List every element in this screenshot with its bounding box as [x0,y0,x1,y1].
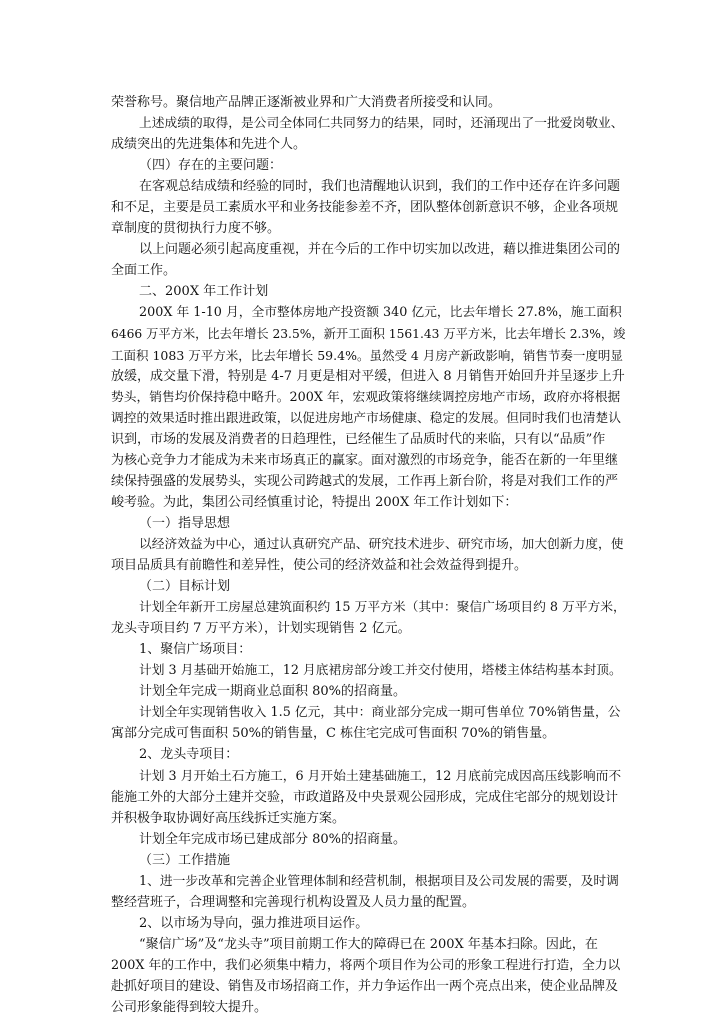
text-line: （二）目标计划 [139,579,231,595]
text-line: 全面工作。 [111,263,177,279]
text-line: 章制度的贯彻执行力度不够。 [111,221,281,237]
text-line: 在客观总结成绩和经验的同时，我们也清醒地认识到，我们的工作中还存在许多问题 [139,179,621,195]
text-line: 整经营班子，合理调整和完善现行机构设置及人员力量的配置。 [111,894,476,910]
text-line: 上述成绩的取得，是公司全体同仁共同努力的结果，同时，还涌现出了一批爱岗敬业、 [139,116,624,132]
text-line: （四）存在的主要问题： [139,158,283,174]
text-line: 6466 万平方米，比去年增长 23.5%，新开工面积 1561.43 万平方米，比去年增长 2.3%，竣 [111,326,626,341]
text-line: 势头，销售均价保持稳中略升。200X 年，宏观政策将继续调控房地产市场，政府亦将根据 [111,389,621,405]
text-line: 并积极争取协调好高压线拆迁实施方案。 [111,810,346,826]
text-line: 成绩突出的先进集体和先进个人。 [111,137,307,153]
text-line: 和不足，主要是员工素质水平和业务技能参差不齐，团队整体创新意识不够，企业各项规 [111,200,619,216]
text-line: 1、进一步改革和完善企业管理体制和经营机制，根据项目及公司发展的需要，及时调 [139,873,619,889]
text-line: 工面积 1083 万平方米，比去年增长 59.4%。虽然受 4 月房产新政影响，销售节奏一度明显 [111,347,623,363]
text-line: 识到，市场的发展及消费者的日趋理性，已经催生了品质时代的来临，只有以“品质”作 [111,431,606,447]
text-line: 200X 年的工作中，我们必须集中精力，将两个项目作为公司的形象工程进行打造，全力以 [111,957,621,973]
text-line: 200X 年 1-10 月，全市整体房地产投资额 340 亿元，比去年增长 27.8%，施工面积 [139,305,622,321]
text-line: 二、200X 年工作计划 [139,284,269,300]
text-line: 赴抓好项目的建设、销售及市场招商工作，并力争运作出一两个亮点出来，使企业品牌及 [111,978,619,994]
text-line: 公司形象能得到较大提升。 [111,1000,268,1016]
text-line: 以经济效益为中心，通过认真研究产品、研究技术进步、研究市场，加大创新力度，使 [139,536,624,552]
text-line: “聚信广场”及“龙头寺”项目前期工作大的障碍已在 200X 年基本扫除。因此，在 [139,936,598,952]
document-body [111,92,627,1018]
text-line: 能施工外的大部分土建并交验，市政道路及中央景观公园形成，完成住宅部分的规划设计 [111,789,619,805]
text-line: 放缓，成交量下滑，特别是 4-7 月更是相对平缓，但进入 8 月销售开始回升并呈逐步上升 [111,368,625,384]
text-line: 项目品质具有前瞻性和差异性，使公司的经济效益和社会效益得到提升。 [111,558,528,574]
text-line: 计划 3 月开始土石方施工，6 月开始土建基础施工，12 月底前完成因高压线影响而不 [139,768,622,784]
text-line: 寓部分完成可售面积 50%的销售量，C 栋住宅完成可售面积 70%的销售量。 [111,726,556,742]
text-line: 荣誉称号。聚信地产品牌正逐渐被业界和广大消费者所接受和认同。 [111,95,502,110]
text-line: 1、聚信广场项目： [139,642,252,658]
text-line: 续保持强盛的发展势头，实现公司跨越式的发展，工作再上新台阶，将是对我们工作的严 [111,473,619,489]
text-line: 计划全年完成市场已建成部分 80%的招商量。 [139,831,407,847]
text-line: 为核心竞争力才能成为未来市场真正的赢家。面对激烈的市场竞争，能否在新的一年里继 [111,452,619,468]
text-line: 计划全年完成一期商业总面积 80%的招商量。 [139,684,407,700]
text-line: 计划 3 月基础开始施工，12 月底裙房部分竣工并交付使用，塔楼主体结构基本封顶。 [139,663,622,679]
text-line: 计划全年实现销售收入 1.5 亿元，其中：商业部分完成一期可售单位 70%销售量，公 [139,705,621,721]
text-line: （一）指导思想 [139,515,231,531]
text-line: 以上问题必须引起高度重视，并在今后的工作中切实加以改进，藉以推进集团公司的 [139,242,621,258]
text-line: 计划全年新开工房屋总建筑面积约 15 万平方米（其中：聚信广场项目约 8 万平方米， [139,600,626,616]
text-line: 调控的效果适时推出跟进政策，以促进房地产市场健康、稳定的发展。但同时我们也清楚认 [111,410,621,426]
text-line: （三）工作措施 [139,852,231,868]
text-line: 2、龙头寺项目： [139,747,239,763]
text-line: 2、以市场为导向，强力推进项目运作。 [139,915,369,931]
text-line: 峻考验。为此，集团公司经慎重讨论，特提出 200X 年工作计划如下： [111,494,518,510]
text-line: 龙头寺项目约 7 万平方米），计划实现销售 2 亿元。 [111,621,411,637]
